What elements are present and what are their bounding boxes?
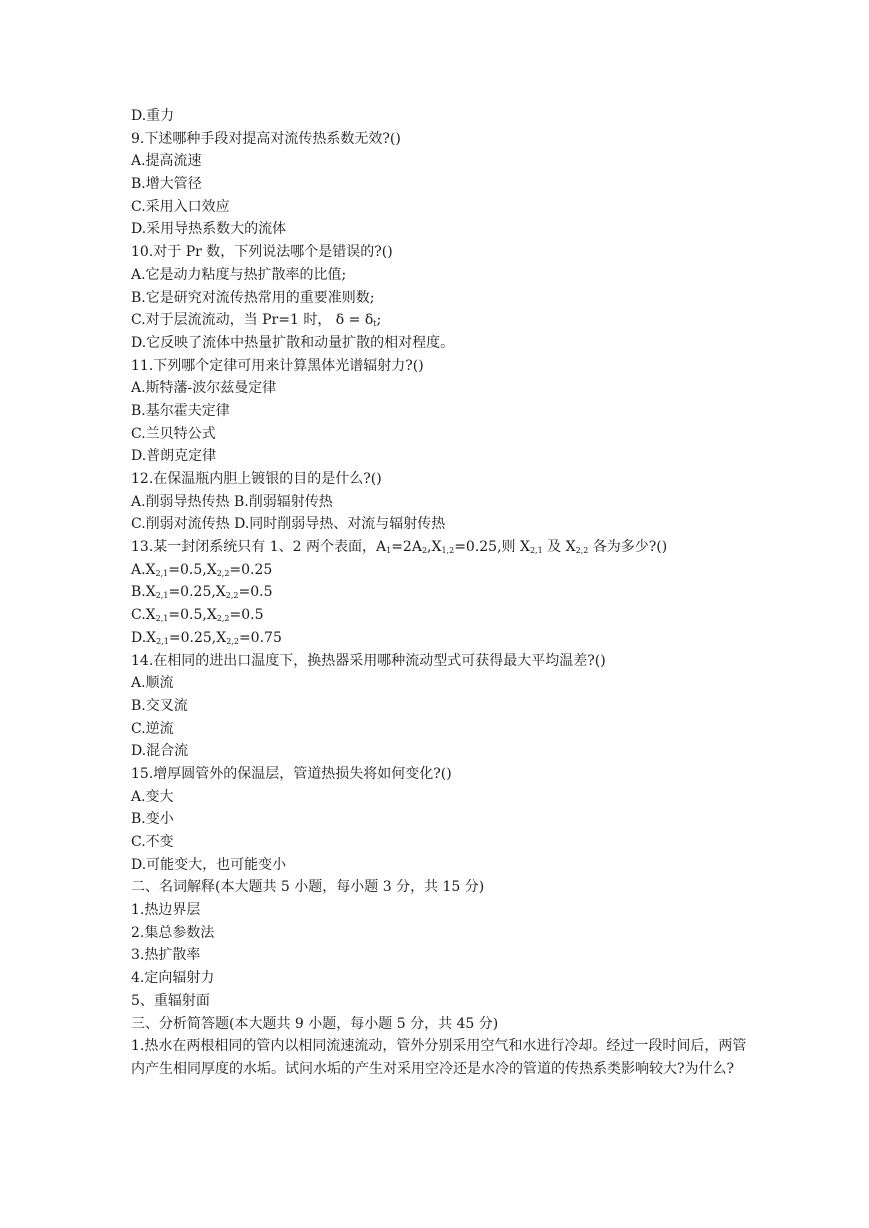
options-ab-q12: A.削弱导热传热 B.削弱辐射传热 — [131, 493, 333, 510]
term-3: 3.热扩散率 — [131, 947, 201, 964]
option-d-q8: D.重力 — [131, 108, 175, 124]
section-heading-analysis: 三、分析简答题(本大题共 9 小题，每小题 5 分，共 45 分) — [131, 1015, 499, 1032]
question-11: 11.下列哪个定律可用来计算黑体光谱辐射力?() — [131, 357, 424, 374]
option-a-q11: A.斯特藩-波尔兹曼定律 — [131, 380, 277, 397]
option-d-q14: D.混合流 — [131, 743, 189, 760]
term-2: 2.集总参数法 — [131, 924, 215, 941]
option-c-q14: C.逆流 — [131, 720, 174, 737]
option-d-q11: D.普朗克定律 — [131, 448, 217, 465]
option-b-q13: $B.X_{2,1}=0.25,X_{2,2}=0.5$ — [131, 584, 273, 601]
option-d-q15: D.可能变大，也可能变小 — [131, 856, 287, 873]
term-4: 4.定向辐射力 — [131, 970, 215, 987]
option-c-q11: C.兰贝特公式 — [131, 425, 216, 442]
option-d-q9: D.采用导热系数大的流体 — [131, 221, 287, 238]
option-b-q11: B.基尔霍夫定律 — [131, 402, 230, 419]
term-1: 1.热边界层 — [131, 902, 201, 919]
option-c-q13: $C.X_{2,1}=0.5,X_{2,2}=0.5$ — [131, 607, 264, 624]
option-a-q9: A.提高流速 — [131, 153, 202, 170]
question-10: 10.对于 Pr 数，下列说法哪个是错误的?() — [131, 244, 393, 261]
option-b-q15: B.变小 — [131, 811, 174, 828]
option-a-q10: A.它是动力粘度与热扩散率的比值; — [131, 266, 347, 283]
option-c-q9: C.采用入口效应 — [131, 198, 230, 215]
option-c-q10: C.对于层流流动，当 Pr=1 时， $\delta = \delta_t$; — [131, 312, 382, 329]
option-b-q9: B.增大管径 — [131, 176, 202, 193]
option-c-q15: C.不变 — [131, 834, 174, 850]
option-a-q13: $A.X_{2,1}=0.5,X_{2,2}=0.25$ — [131, 561, 273, 578]
analysis-question-1: 1.热水在两根相同的管内以相同流速流动，管外分别采用空气和水进行冷却。经过一段时间后，两管内产生相同厚度的水垢。试问水垢的产生对采用空冷还是水冷的管道的传热系类影响较大?为什么? — [131, 1038, 747, 1077]
question-12: 12.在保温瓶内胆上镀银的目的是什么?() — [131, 471, 382, 487]
option-b-q14: B.交叉流 — [131, 697, 188, 714]
option-a-q15: A.变大 — [131, 788, 174, 805]
option-b-q10: B.它是研究对流传热常用的重要准则数; — [131, 289, 375, 306]
options-cd-q12: C.削弱对流传热 D.同时削弱导热、对流与辐射传热 — [131, 516, 446, 533]
question-13: 13.某一封闭系统只有 1、2 两个表面，$A_1=2A_2,X_{1,2}=0.25$,则 $X_{2,1}$ 及 $X_{2,2}$ 各为多少?() — [131, 539, 668, 556]
section-heading-terms: 二、名词解释(本大题共 5 小题，每小题 3 分，共 15 分) — [131, 879, 485, 896]
document-page — [131, 105, 751, 1081]
option-d-q13: $D.X_{2,1}=0.25,X_{2,2}=0.75$ — [131, 629, 282, 646]
question-15: 15.增厚圆管外的保温层，管道热损失将如何变化?() — [131, 765, 452, 782]
option-a-q14: A.顺流 — [131, 675, 174, 692]
question-14: 14.在相同的进出口温度下，换热器采用哪种流动型式可获得最大平均温差?() — [131, 652, 606, 669]
term-5: 5、重辐射面 — [131, 992, 210, 1009]
option-d-q10: D.它反映了流体中热量扩散和动量扩散的相对程度。 — [131, 334, 455, 351]
question-9: 9.下述哪种手段对提高对流传热系数无效?() — [131, 130, 401, 147]
